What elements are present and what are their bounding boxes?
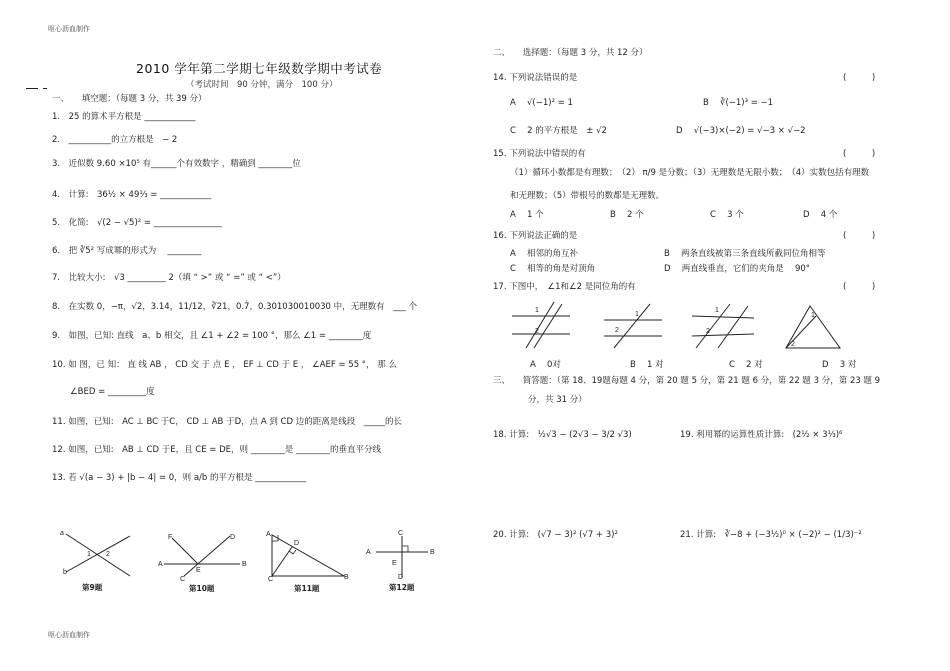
question-16: 16. 下列说法正确的是 [493,231,578,241]
q17-option-c: C 2 对 [729,360,763,370]
fig11-label-a: A [266,531,271,538]
q15-option-a: A 1 个 [510,210,544,220]
q16-option-b: B 两条直线被第三条直线所截同位角相等 [664,249,826,259]
question-9: 9. 如图，已知: 直线 a、b 相交，且 ∠1 + ∠2 = 100 °，那么 ∠1 = ________度 [52,331,372,341]
fig11-label-b: B [344,574,349,581]
section-one-heading: 一、 填空题：（每题 3 分，共 39 分） [52,94,207,104]
margin-mark [26,88,38,89]
q17-option-d: D 3 对 [822,360,857,370]
fig10-label-b: B [242,561,247,568]
q14-option-d: D √(−3)×(−2) = √−3 × √−2 [676,126,806,136]
question-7: 7. 比较大小: √3 _________ 2（填 “ >” 或 “ =” 或 “ <”） [52,273,286,283]
question-17: 17. 下图中， ∠1和∠2 是同位角的有 [493,282,636,292]
fig12-label-a: A [366,549,371,556]
q17a-label-1: 1 [535,307,539,314]
q17c-label-1: 1 [715,307,719,314]
section-three-heading: 三、 简答题：（第 18、19题每题 4 分，第 20 题 5 分，第 21 题 6 分，第 22 题 3 分，第 23 题 9 [493,376,881,386]
question-12: 12. 如图，已知: AB ⊥ CD 于E，且 CE = DE，则 ________是 ________的垂直平分线 [52,445,381,455]
figure-10-caption: 第10题 [189,584,215,593]
question-15: 15. 下列说法中错误的有 [493,149,586,159]
q14-option-c: C 2 的平方根是 ± √2 [510,126,607,136]
question-11: 11. 如图，已知: AC ⊥ BC 于C， CD ⊥ AB 于D，点 A 到 CD 边的距离是线段 _____的长 [52,417,402,427]
page-title: 2010 学年第二学期七年级数学期中考试卷 [136,61,383,76]
question-6: 6. 把 ∛5² 写成幂的形式为 ________ [52,246,202,256]
page-subtitle: （考试时间 90 分钟，满分 100 分） [186,80,338,90]
question-3: 3. 近似数 9.60 ×10⁵ 有______个有效数字 ，精确到 ________位 [52,159,301,169]
q17-figure-a [508,300,574,352]
q17-figure-b [600,300,666,352]
fig10-label-d: D [230,534,236,541]
figure-12-caption: 第12题 [389,583,415,592]
fig11-label-c: C [268,576,274,583]
q15-option-b: B 2 个 [610,210,644,220]
question-4: 4. 计算: 36½ × 49⅓ = ____________ [52,190,212,200]
question-8: 8. 在实数 0，−π，√2，3.14，11/12，∛21，0.7̇，0.301030010030 中，无理数有 ___ 个 [52,302,418,312]
watermark-top: 呕心沥血制作 [48,25,90,33]
figure-11 [262,530,352,585]
q14-option-a: A √(−1)² = 1 [510,98,573,108]
fig9-label-b: b [63,569,67,576]
question-19: 19. 利用幂的运算性质计算: (2½ × 3⅓)⁶ [680,430,843,440]
fig12-label-c: C [398,530,404,537]
fig12-label-b: B [430,549,435,556]
fig10-label-f: F [168,534,173,541]
fig10-label-e: E [196,567,201,574]
question-13: 13. 若 √(a − 3) + |b − 4| = 0，则 a/b 的平方根是 ____________ [52,473,307,483]
q17b-label-2: 2 [615,327,619,334]
q17c-label-2: 2 [706,328,710,335]
question-21: 21. 计算: ∛−8 + (−3½)⁰ × (−2)² − (1/3)⁻² [680,530,862,540]
section-three-heading-cont: 分，共 31 分） [528,395,587,405]
q16-option-a: A 相邻的角互补 [510,249,579,259]
question-10: 10. 如 图，已 知： 直 线 AB ， CD 交 于 点 E ， EF ⊥ CD 于 E ， ∠AEF = 55 °， 那 么 [52,360,397,370]
q15-statements-line2: 和无理数；（5）带根号的数都是无理数。 [510,191,665,201]
question-16-bracket: ( ) [843,231,876,241]
fig12-label-d: D [398,574,404,581]
fig12-label-e: E [392,560,397,567]
question-14: 14. 下列说法错误的是 [493,73,578,83]
question-18: 18. 计算: ½√3 − (2√3 − 3/2 √3) [493,430,632,440]
fig10-label-a: A [158,561,163,568]
fig9-label-a: a [60,530,64,537]
fig9-label-1: 1 [87,551,91,558]
watermark-bottom: 呕心沥血制作 [48,631,90,639]
fig9-label-2: 2 [106,551,110,558]
question-15-bracket: ( ) [843,149,876,159]
q15-option-d: D 4 个 [803,210,838,220]
q14-option-b: B ∛(−1)³ = −1 [703,98,774,108]
q17d-label-1: 1 [811,312,815,319]
question-2: 2. __________的立方根是 − 2 [52,135,178,145]
fig11-label-d: D [294,540,300,547]
question-17-bracket: ( ) [843,282,876,292]
q17-option-b: B 1 对 [630,360,664,370]
section-two-heading: 二、 选择题：（每题 3 分，共 12 分） [493,48,648,58]
figure-9 [58,528,138,583]
q17d-label-2: 2 [791,341,795,348]
figure-11-caption: 第11题 [294,584,320,593]
q17-figure-c [688,300,758,352]
question-20: 20. 计算: (√7 − 3)² (√7 + 3)² [493,530,618,540]
fig10-label-c: C [180,576,186,583]
question-1: 1. 25 的算术平方根是 ____________ [52,112,196,122]
q16-option-c: C 相等的角是对顶角 [510,264,596,274]
margin-mark [43,88,47,89]
question-10-cont: ∠BED = _________度 [70,387,155,397]
question-5: 5. 化简: √(2 − √5)² = ________________ [52,218,222,228]
q17b-label-1: 1 [635,311,639,318]
question-14-bracket: ( ) [843,73,876,83]
q17a-label-2: 2 [535,328,539,335]
q16-option-d: D 两直线垂直，它们的夹角是 90° [664,264,811,274]
q15-statements-line1: （1）循环小数都是有理数； （2） π/9 是分数；（3）无理数是无限小数； （4）实数包括有理数 [510,168,870,178]
figure-9-caption: 第9题 [82,583,103,592]
q17-option-a: A 0对 [530,360,561,370]
q15-option-c: C 3 个 [710,210,744,220]
